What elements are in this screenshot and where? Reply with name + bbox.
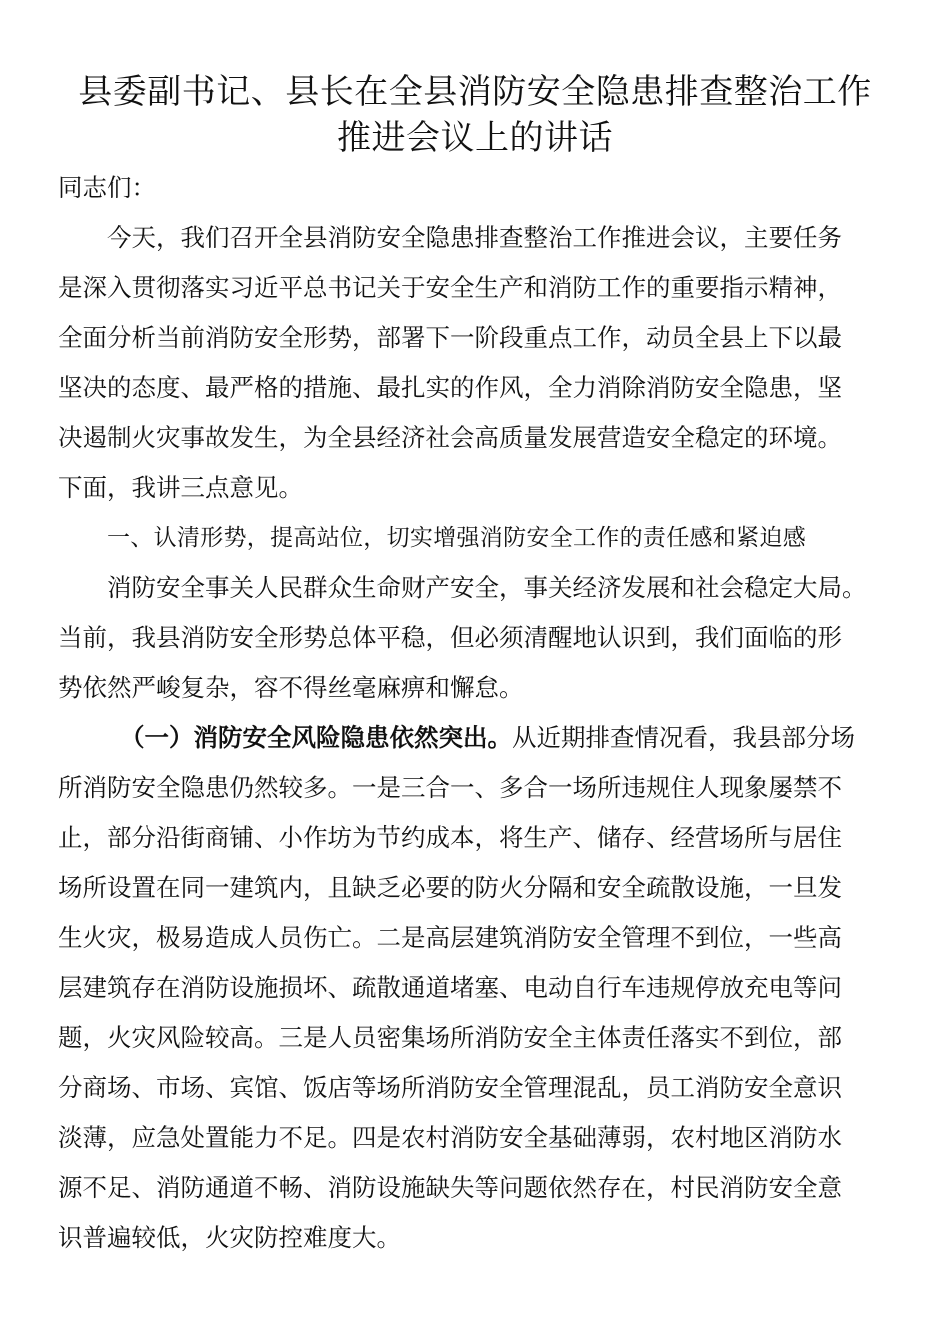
document-title-line-1: 县委副书记、县长在全县消防安全隐患排查整治工作	[78, 72, 872, 112]
paragraph-line: 识普遍较低，火灾防控难度大。	[58, 1223, 401, 1252]
paragraph-line: 消防安全事关人民群众生命财产安全，事关经济发展和社会稳定大局。	[107, 573, 867, 602]
subsection-first-line	[120, 722, 890, 754]
paragraph-line: 源不足、消防通道不畅、消防设施缺失等问题依然存在，村民消防安全意	[58, 1173, 842, 1202]
paragraph-line: 决遏制火灾事故发生，为全县经济社会高质量发展营造安全稳定的环境。	[58, 423, 842, 452]
paragraph-line: 当前，我县消防安全形势总体平稳，但必须清醒地认识到，我们面临的形	[58, 623, 842, 652]
paragraph-line: 场所设置在同一建筑内，且缺乏必要的防火分隔和安全疏散设施，一旦发	[58, 873, 842, 902]
paragraph-line: 题，火灾风险较高。三是人员密集场所消防安全主体责任落实不到位，部	[58, 1023, 842, 1052]
paragraph-line: 坚决的态度、最严格的措施、最扎实的作风，全力消除消防安全隐患，坚	[58, 373, 842, 402]
paragraph-line: 是深入贯彻落实习近平总书记关于安全生产和消防工作的重要指示精神，	[58, 273, 842, 302]
paragraph-line: 下面，我讲三点意见。	[58, 473, 303, 502]
document-title-line-2: 推进会议上的讲话	[337, 118, 613, 158]
paragraph-line: 分商场、市场、宾馆、饭店等场所消防安全管理混乱，员工消防安全意识	[58, 1073, 842, 1102]
paragraph-text: 从近期排查情况看，我县部分场	[512, 723, 855, 752]
paragraph-line: 势依然严峻复杂，容不得丝毫麻痹和懈怠。	[58, 673, 524, 702]
paragraph-line: 淡薄，应急处置能力不足。四是农村消防安全基础薄弱，农村地区消防水	[58, 1123, 842, 1152]
paragraph-line: 全面分析当前消防安全形势，部署下一阶段重点工作，动员全县上下以最	[58, 323, 842, 352]
section-heading: 一、认清形势，提高站位，切实增强消防安全工作的责任感和紧迫感	[107, 525, 806, 551]
paragraph-line: 层建筑存在消防设施损坏、疏散通道堵塞、电动自行车违规停放充电等问	[58, 973, 842, 1002]
paragraph-line: 今天，我们召开全县消防安全隐患排查整治工作推进会议，主要任务	[107, 223, 842, 252]
subsection-heading: （一）消防安全风险隐患依然突出。	[120, 723, 512, 752]
paragraph-line: 生火灾，极易造成人员伤亡。二是高层建筑消防安全管理不到位，一些高	[58, 923, 842, 952]
paragraph-line: 所消防安全隐患仍然较多。一是三合一、多合一场所违规住人现象屡禁不	[58, 773, 842, 802]
paragraph-line: 止，部分沿街商铺、小作坊为节约成本，将生产、储存、经营场所与居住	[58, 823, 842, 852]
salutation: 同志们：	[58, 173, 156, 202]
